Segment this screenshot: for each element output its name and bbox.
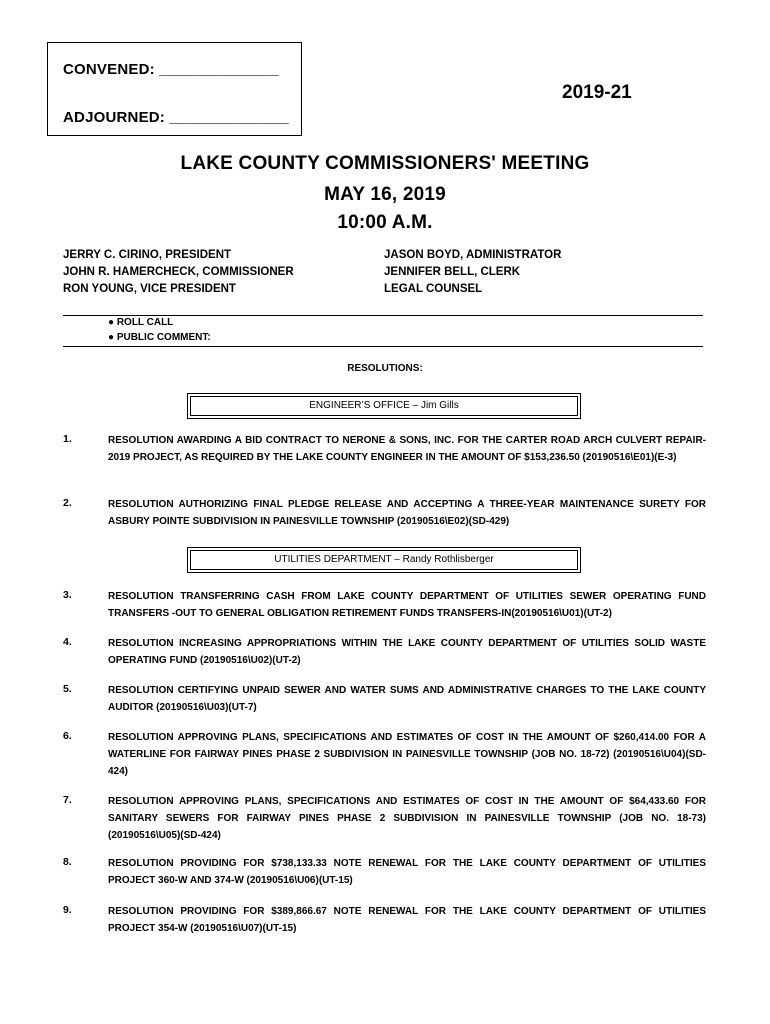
official-name: JASON BOYD, ADMINISTRATOR [384,249,562,261]
meeting-time: 10:00 A.M. [337,212,433,233]
item-number: 1. [63,433,72,445]
resolution-text: RESOLUTION AWARDING A BID CONTRACT TO NERONE & SONS, INC. FOR THE CARTER ROAD ARCH CULVERT REPAIR-2019 PROJECT, AS REQUIRED BY THE LAKE COUNTY ENGINEER IN THE AMOUNT OF $153,236.50 (20190516\E01)(E-3) [108,435,706,463]
divider-top [63,315,703,316]
resolution-text: RESOLUTION PROVIDING FOR $738,133.33 NOTE RENEWAL FOR THE LAKE COUNTY DEPARTMENT OF UTILITIES PROJECT 360-W AND 374-W (20190516\U06)(UT-15) [108,858,706,886]
item-number: 5. [63,683,72,695]
convene-adjourn-box [47,42,302,136]
document-number: 2019-21 [562,82,632,103]
meeting-title: LAKE COUNTY COMMISSIONERS' MEETING [180,153,590,174]
roll-call-item: ● ROLL CALL [108,317,174,328]
item-number: 4. [63,636,72,648]
item-number: 8. [63,856,72,868]
department-header-utilities: UTILITIES DEPARTMENT – Randy Rothlisberger [190,550,578,570]
official-name: JERRY C. CIRINO, PRESIDENT [63,249,232,261]
item-number: 2. [63,497,72,509]
public-comment-item: ● PUBLIC COMMENT: [108,332,211,343]
convened-field: CONVENED: ______________ [63,61,279,78]
resolution-text: RESOLUTION CERTIFYING UNPAID SEWER AND WATER SUMS AND ADMINISTRATIVE CHARGES TO THE LAKE COUNTY AUDITOR (20190516\U03)(UT-7) [108,685,706,713]
officials-right [384,247,561,298]
resolution-text: RESOLUTION TRANSFERRING CASH FROM LAKE COUNTY DEPARTMENT OF UTILITIES SEWER OPERATING FUND TRANSFERS -OUT TO GENERAL OBLIGATION RETIREMENT FUNDS TRANSFERS-IN(20190516\U01)(UT-2) [108,591,706,619]
officials-left [63,247,294,298]
resolution-text: RESOLUTION INCREASING APPROPRIATIONS WITHIN THE LAKE COUNTY DEPARTMENT OF UTILITIES SOLID WASTE OPERATING FUND (20190516\U02)(UT-2) [108,638,706,666]
resolution-text: RESOLUTION PROVIDING FOR $389,866.67 NOTE RENEWAL FOR THE LAKE COUNTY DEPARTMENT OF UTILITIES PROJECT 354-W (20190516\U07)(UT-15) [108,906,706,934]
item-number: 9. [63,904,72,916]
official-name: LEGAL COUNSEL [384,283,483,295]
official-name: RON YOUNG, VICE PRESIDENT [63,283,236,295]
meeting-date: MAY 16, 2019 [324,184,446,205]
item-number: 3. [63,589,72,601]
item-number: 7. [63,794,72,806]
divider-bottom [63,346,703,347]
resolution-text: RESOLUTION APPROVING PLANS, SPECIFICATIONS AND ESTIMATES OF COST IN THE AMOUNT OF $260,414.00 FOR A WATERLINE FOR FAIRWAY PINES PHASE 2 SUBDIVISION IN PAINESVILLE TOWNSHIP (JOB NO. 18-72) (20190516\U04)(SD-424) [108,732,706,777]
official-name: JENNIFER BELL, CLERK [384,266,521,278]
resolutions-heading: RESOLUTIONS: [347,363,423,374]
resolution-text: RESOLUTION APPROVING PLANS, SPECIFICATIONS AND ESTIMATES OF COST IN THE AMOUNT OF $64,433.60 FOR SANITARY SEWERS FOR FAIRWAY PINES PHASE 2 SUBDIVISION IN PAINESVILLE TOWNSHIP (JOB NO. 18-73) (20190516\U05)(SD-424) [108,796,706,841]
official-name: JOHN R. HAMERCHECK, COMMISSIONER [63,266,294,278]
resolution-text: RESOLUTION AUTHORIZING FINAL PLEDGE RELEASE AND ACCEPTING A THREE-YEAR MAINTENANCE SURETY FOR ASBURY POINTE SUBDIVISION IN PAINESVILLE TOWNSHIP (20190516\E02)(SD-429) [108,499,706,527]
adjourned-field: ADJOURNED: ______________ [63,109,289,126]
item-number: 6. [63,730,72,742]
department-header-engineer: ENGINEER’S OFFICE – Jim Gills [190,396,578,416]
